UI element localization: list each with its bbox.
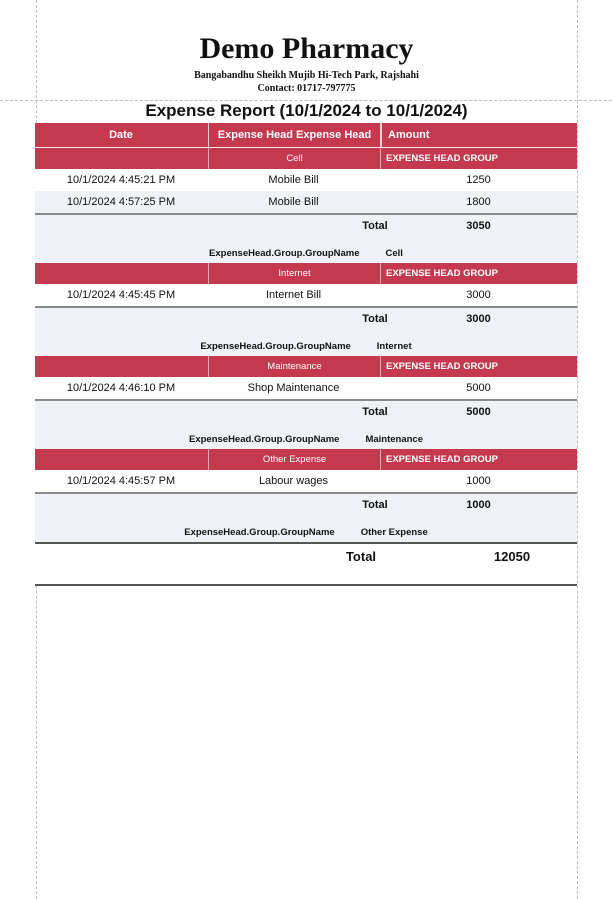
row-amount: 5000 — [466, 382, 491, 394]
group-field-value: Internet — [376, 341, 412, 352]
group-label: EXPENSE HEAD GROUP — [380, 449, 577, 470]
group-total-label: Total — [362, 499, 388, 511]
group-name: Cell — [208, 148, 380, 169]
expense-table — [35, 123, 577, 586]
row-expense-head: Mobile Bill — [268, 196, 319, 208]
row-date: 10/1/2024 4:57:25 PM — [66, 196, 176, 208]
table-row — [35, 284, 577, 306]
expense-group — [35, 148, 577, 263]
group-field-label: ExpenseHead.Group.GroupName — [209, 248, 360, 259]
table-header — [35, 123, 577, 148]
group-field-value: Other Expense — [360, 527, 428, 538]
group-name: Maintenance — [208, 356, 380, 377]
table-row — [35, 169, 577, 191]
group-total-value: 3000 — [466, 313, 491, 325]
group-total-value: 3050 — [466, 220, 491, 232]
right-margin-guide — [577, 0, 578, 899]
column-header-amount: Amount — [380, 123, 577, 147]
expense-group — [35, 263, 577, 356]
row-expense-head: Internet Bill — [265, 289, 322, 301]
group-header-row — [35, 263, 577, 284]
row-expense-head: Labour wages — [258, 475, 329, 487]
company-address: Bangabandhu Sheikh Mujib Hi-Tech Park, Rajshahi — [194, 70, 419, 81]
group-footer — [35, 492, 577, 542]
group-name-footer — [35, 248, 577, 259]
expense-group — [35, 449, 577, 542]
row-date: 10/1/2024 4:45:21 PM — [66, 174, 176, 186]
report-title: Expense Report (10/1/2024 to 10/1/2024) — [145, 101, 468, 120]
row-amount: 3000 — [466, 289, 491, 301]
table-row — [35, 377, 577, 399]
group-label: EXPENSE HEAD GROUP — [380, 356, 577, 377]
row-amount: 1800 — [466, 196, 491, 208]
group-total-label: Total — [362, 313, 388, 325]
group-footer — [35, 306, 577, 356]
expense-groups — [35, 148, 577, 542]
group-total-value: 5000 — [466, 406, 491, 418]
row-date: 10/1/2024 4:45:45 PM — [66, 289, 176, 301]
row-amount: 1250 — [466, 174, 491, 186]
group-field-label: ExpenseHead.Group.GroupName — [200, 341, 351, 352]
row-expense-head: Mobile Bill — [268, 174, 319, 186]
group-total-value: 1000 — [466, 499, 491, 511]
group-label: EXPENSE HEAD GROUP — [380, 263, 577, 284]
group-name-footer — [35, 527, 577, 538]
row-date: 10/1/2024 4:46:10 PM — [66, 382, 176, 394]
group-total-label: Total — [362, 220, 388, 232]
group-field-label: ExpenseHead.Group.GroupName — [189, 434, 340, 445]
company-name: Demo Pharmacy — [199, 32, 414, 65]
grand-total-label: Total — [345, 549, 377, 564]
row-expense-head: Shop Maintenance — [247, 382, 340, 394]
group-field-value: Maintenance — [365, 434, 423, 445]
group-name: Other Expense — [208, 449, 380, 470]
group-header-row — [35, 356, 577, 377]
group-name: Internet — [208, 263, 380, 284]
row-date: 10/1/2024 4:45:57 PM — [66, 475, 176, 487]
group-label: EXPENSE HEAD GROUP — [380, 148, 577, 169]
grand-total-value: 12050 — [493, 549, 531, 564]
column-header-date: Date — [109, 129, 133, 141]
column-header-expense-head: Expense Head Expense Head — [208, 123, 380, 147]
row-amount: 1000 — [466, 475, 491, 487]
group-header-row — [35, 449, 577, 470]
company-contact: Contact: 01717-797775 — [257, 83, 356, 94]
group-name-footer — [35, 434, 577, 445]
grand-total-row — [35, 542, 577, 586]
group-field-value: Cell — [385, 248, 403, 259]
group-name-footer — [35, 341, 577, 352]
table-row — [35, 191, 577, 213]
group-field-label: ExpenseHead.Group.GroupName — [184, 527, 335, 538]
table-row — [35, 470, 577, 492]
group-footer — [35, 399, 577, 449]
group-footer — [35, 213, 577, 263]
group-header-row — [35, 148, 577, 169]
expense-group — [35, 356, 577, 449]
group-total-label: Total — [362, 406, 388, 418]
